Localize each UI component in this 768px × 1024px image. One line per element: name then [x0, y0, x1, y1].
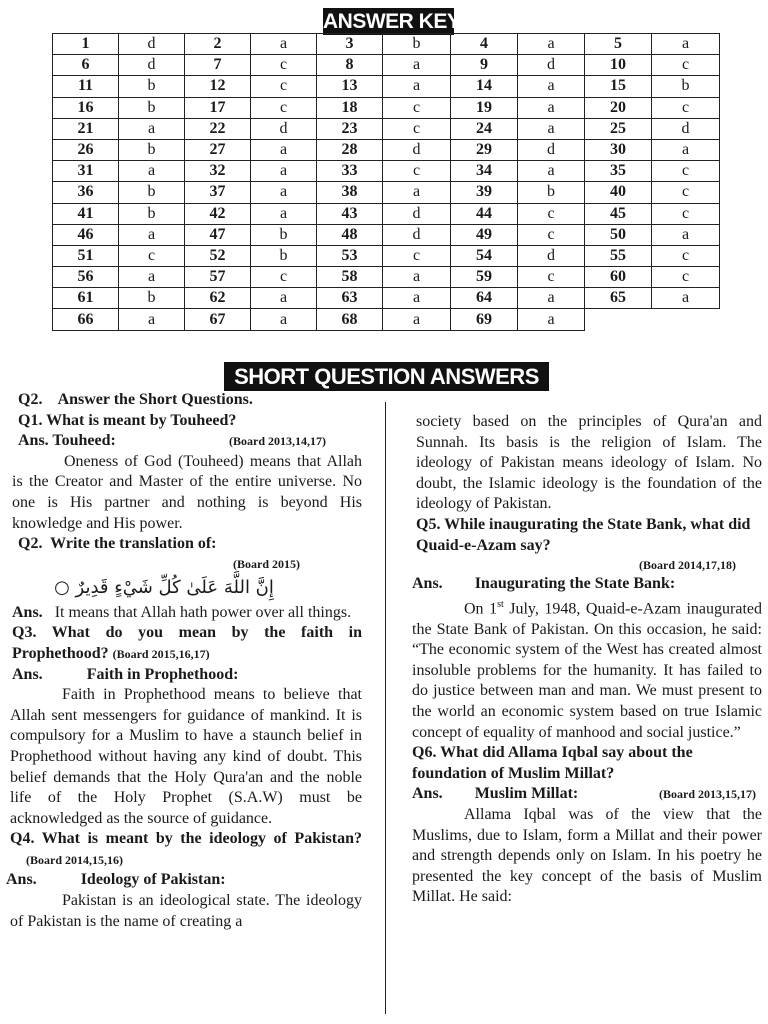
- answer-letter-cell: a: [119, 267, 185, 288]
- answer-letter-cell: c: [251, 76, 317, 97]
- question-number-cell: 5: [585, 34, 652, 55]
- question-number-cell: 41: [53, 203, 119, 224]
- answer-letter-cell: a: [383, 267, 451, 288]
- answer-key-row: [53, 97, 720, 118]
- answer-letter-cell: c: [383, 97, 451, 118]
- q6-answer-header: [412, 784, 762, 805]
- answer-letter-cell: c: [652, 267, 720, 288]
- question-number-cell: 58: [317, 267, 383, 288]
- q4-answer-part1: Pakistan is an ideological state. The ideology of Pakistan is the name of creating a: [10, 892, 362, 930]
- answer-letter-cell: c: [251, 55, 317, 76]
- answer-key-row: [53, 182, 720, 203]
- answer-letter-cell: c: [383, 118, 451, 139]
- left-column: [6, 390, 362, 932]
- question-number-cell: 65: [585, 288, 652, 309]
- q4-ans-heading: Ideology of Pakistan:: [80, 871, 226, 889]
- answer-letter-cell: d: [383, 203, 451, 224]
- answer-letter-cell: b: [652, 76, 720, 97]
- question-number-cell: 39: [451, 182, 518, 203]
- q5-answer: [412, 595, 762, 743]
- question-number-cell: 61: [53, 288, 119, 309]
- q5-question: Q5. While inaugurating the State Bank, what did Quaid-e-Azam say?: [416, 515, 751, 554]
- column-divider: [385, 402, 386, 1014]
- question-number-cell: 68: [317, 309, 383, 330]
- answer-letter-cell: d: [652, 118, 720, 139]
- answer-letter-cell: c: [652, 245, 720, 266]
- q4-answer-part2: society based on the principles of Qura'an and Sunnah. Its basis is the religion of Islam. The ideology of Pakistan means ideology of Islam. No doubt, the Islamic ideology is the foundation of the ideology of Pakistan.: [416, 413, 762, 513]
- empty-cell: [585, 309, 652, 330]
- short-answers-title: SHORT QUESTION ANSWERS: [224, 362, 549, 391]
- answer-letter-cell: b: [383, 34, 451, 55]
- q5-answer-sup: st: [497, 598, 504, 610]
- question-number-cell: 34: [451, 161, 518, 182]
- question-number-cell: 67: [185, 309, 251, 330]
- question-number-cell: 15: [585, 76, 652, 97]
- q5-answer-header: [412, 574, 762, 595]
- question-number-cell: 19: [451, 97, 518, 118]
- answer-letter-cell: a: [383, 182, 451, 203]
- question-number-cell: 9: [451, 55, 518, 76]
- question-number-cell: 14: [451, 76, 518, 97]
- question-number-cell: 23: [317, 118, 383, 139]
- q4-answer-header: [6, 870, 362, 891]
- answer-key-row: [53, 55, 720, 76]
- answer-letter-cell: a: [652, 288, 720, 309]
- question-number-cell: 69: [451, 309, 518, 330]
- question-number-cell: 10: [585, 55, 652, 76]
- answer-letter-cell: a: [518, 97, 585, 118]
- answer-letter-cell: b: [119, 76, 185, 97]
- answer-key-row: [53, 161, 720, 182]
- q3-question: Q3. What do you mean by the faith in Prophethood?: [12, 624, 362, 662]
- question-number-cell: 50: [585, 224, 652, 245]
- q3-ans-heading: Faith in Prophethood:: [86, 665, 239, 683]
- q6-board: (Board 2013,15,17): [659, 787, 756, 802]
- answer-letter-cell: a: [119, 118, 185, 139]
- answer-letter-cell: a: [119, 309, 185, 330]
- answer-key-title: ANSWER KEY: [323, 10, 461, 33]
- answer-letter-cell: a: [119, 224, 185, 245]
- question-number-cell: 6: [53, 55, 119, 76]
- answer-letter-cell: c: [251, 267, 317, 288]
- question-number-cell: 1: [53, 34, 119, 55]
- question-number-cell: 66: [53, 309, 119, 330]
- question-number-cell: 30: [585, 139, 652, 160]
- q6-ans-heading: Muslim Millat:: [474, 785, 579, 803]
- answer-letter-cell: a: [383, 288, 451, 309]
- q2-question: Q2. Write the translation of:: [18, 535, 217, 553]
- q2-answer: [6, 603, 362, 624]
- question-number-cell: 3: [317, 34, 383, 55]
- question-number-cell: 59: [451, 267, 518, 288]
- answer-letter-cell: d: [119, 34, 185, 55]
- question-number-cell: 47: [185, 224, 251, 245]
- q3-answer: Faith in Prophethood means to believe that Allah sent messengers for guidance of mankind. It is compulsory for a Muslim to have a staunch belief in Prophethood without having any kind of doubt. This belief demands that the Holy Qura'an and the noble life of the Holy Prophet (S.A.W) must be acknowledged as the source of guidance.: [10, 686, 362, 827]
- question-number-cell: 40: [585, 182, 652, 203]
- question-number-cell: 63: [317, 288, 383, 309]
- answer-key-row: [53, 76, 720, 97]
- q1-board: (Board 2013,14,17): [229, 434, 326, 449]
- question-number-cell: 7: [185, 55, 251, 76]
- question-number-cell: 13: [317, 76, 383, 97]
- answer-letter-cell: d: [518, 245, 585, 266]
- question-number-cell: 42: [185, 203, 251, 224]
- answer-letter-cell: a: [383, 76, 451, 97]
- answer-letter-cell: c: [518, 224, 585, 245]
- question-number-cell: 11: [53, 76, 119, 97]
- question-number-cell: 28: [317, 139, 383, 160]
- question-number-cell: 35: [585, 161, 652, 182]
- q1-ans-label: Ans. Touheed:: [18, 432, 116, 450]
- answer-letter-cell: a: [251, 182, 317, 203]
- q5-ans-heading: Inaugurating the State Bank:: [474, 575, 676, 593]
- question-number-cell: 51: [53, 245, 119, 266]
- answer-letter-cell: d: [383, 139, 451, 160]
- answer-letter-cell: c: [383, 161, 451, 182]
- answer-letter-cell: a: [251, 139, 317, 160]
- answer-letter-cell: d: [383, 224, 451, 245]
- question-number-cell: 25: [585, 118, 652, 139]
- answer-key-row: [53, 245, 720, 266]
- q2-arabic-verse: إِنَّ اللَّهَ عَلَىٰ كُلِّ شَيْءٍ قَدِيرٌ ○: [54, 576, 274, 598]
- answer-letter-cell: a: [518, 118, 585, 139]
- answer-key-row: [53, 34, 720, 55]
- q6-ans-label: Ans.: [412, 785, 443, 803]
- answer-letter-cell: b: [119, 203, 185, 224]
- question-number-cell: 12: [185, 76, 251, 97]
- answer-letter-cell: a: [383, 55, 451, 76]
- q3-question-line: [6, 623, 362, 664]
- answer-letter-cell: a: [518, 161, 585, 182]
- question-number-cell: 16: [53, 97, 119, 118]
- question-number-cell: 44: [451, 203, 518, 224]
- q4-question: Q4. What is meant by the ideology of Pakistan?: [10, 830, 362, 848]
- q5-board: (Board 2014,17,18): [639, 558, 736, 573]
- answer-key-row: [53, 288, 720, 309]
- right-column: [412, 412, 762, 908]
- question-number-cell: 64: [451, 288, 518, 309]
- answer-letter-cell: a: [518, 288, 585, 309]
- answer-letter-cell: a: [383, 309, 451, 330]
- q5-answer-start: On 1: [464, 600, 498, 618]
- answer-letter-cell: d: [518, 55, 585, 76]
- answer-letter-cell: a: [251, 34, 317, 55]
- answer-letter-cell: b: [119, 182, 185, 203]
- answer-letter-cell: b: [119, 139, 185, 160]
- answer-letter-cell: a: [652, 34, 720, 55]
- q3-answer-header: [6, 665, 362, 686]
- answer-key-row: [53, 309, 720, 330]
- answer-letter-cell: a: [518, 34, 585, 55]
- answer-letter-cell: c: [518, 203, 585, 224]
- q3-board: (Board 2015,16,17): [112, 646, 210, 661]
- question-number-cell: 17: [185, 97, 251, 118]
- question-number-cell: 22: [185, 118, 251, 139]
- answer-letter-cell: c: [119, 245, 185, 266]
- answer-letter-cell: b: [251, 224, 317, 245]
- q2-board: (Board 2015): [233, 556, 300, 571]
- answer-letter-cell: d: [119, 55, 185, 76]
- answer-key-table: [52, 33, 720, 331]
- question-number-cell: 32: [185, 161, 251, 182]
- answer-letter-cell: c: [518, 267, 585, 288]
- answer-letter-cell: c: [251, 97, 317, 118]
- q1-question: Q1. What is meant by Touheed?: [18, 411, 237, 429]
- question-number-cell: 27: [185, 139, 251, 160]
- answer-letter-cell: b: [518, 182, 585, 203]
- answer-letter-cell: c: [652, 203, 720, 224]
- answer-letter-cell: c: [652, 55, 720, 76]
- question-number-cell: 29: [451, 139, 518, 160]
- question-number-cell: 52: [185, 245, 251, 266]
- q2-ans-label: Ans.: [12, 603, 43, 621]
- answer-letter-cell: a: [251, 203, 317, 224]
- answer-letter-cell: a: [251, 288, 317, 309]
- answer-letter-cell: a: [518, 309, 585, 330]
- q2-answer-text: It means that Allah hath power over all things.: [54, 603, 352, 621]
- question-number-cell: 60: [585, 267, 652, 288]
- answer-letter-cell: a: [652, 224, 720, 245]
- answer-letter-cell: a: [119, 161, 185, 182]
- question-number-cell: 18: [317, 97, 383, 118]
- q4-question-line: [6, 829, 362, 870]
- answer-key-row: [53, 139, 720, 160]
- question-number-cell: 55: [585, 245, 652, 266]
- question-number-cell: 31: [53, 161, 119, 182]
- question-number-cell: 38: [317, 182, 383, 203]
- answer-letter-cell: a: [518, 76, 585, 97]
- q5-answer-rest: July, 1948, Quaid-e-Azam inaugurated the State Bank of Pakistan. On this occasion, he said: “The economic system of the West has created almost insoluble problems for the humanity. It has failed to do justice between man and man. We must present to the world an economic system based on true Islamic concept of equality of manhood and social justice.”: [412, 600, 763, 741]
- answer-letter-cell: a: [652, 139, 720, 160]
- question-number-cell: 54: [451, 245, 518, 266]
- question-number-cell: 62: [185, 288, 251, 309]
- q4-ans-label: Ans.: [6, 871, 37, 889]
- question-number-cell: 57: [185, 267, 251, 288]
- question-number-cell: 21: [53, 118, 119, 139]
- q1-answer: Oneness of God (Touheed) means that Allah is the Creator and Master of the entire universe. No one is His partner and nothing is beyond His knowledge and His power.: [12, 452, 362, 532]
- section-instruction: Q2. Answer the Short Questions.: [18, 391, 253, 408]
- q4-board: (Board 2014,15,16): [26, 852, 123, 867]
- q1-answer-header: [6, 431, 362, 452]
- question-number-cell: 20: [585, 97, 652, 118]
- answer-key-row: [53, 118, 720, 139]
- question-number-cell: 24: [451, 118, 518, 139]
- q6-question: Q6. What did Allama Iqbal say about the foundation of Muslim Millat?: [412, 744, 693, 782]
- answer-key-row: [53, 267, 720, 288]
- answer-key-row: [53, 224, 720, 245]
- q3-ans-label: Ans.: [12, 665, 43, 683]
- answer-letter-cell: a: [251, 161, 317, 182]
- question-number-cell: 36: [53, 182, 119, 203]
- question-number-cell: 48: [317, 224, 383, 245]
- answer-letter-cell: b: [251, 245, 317, 266]
- question-number-cell: 46: [53, 224, 119, 245]
- answer-letter-cell: b: [119, 97, 185, 118]
- question-number-cell: 33: [317, 161, 383, 182]
- answer-letter-cell: b: [119, 288, 185, 309]
- question-number-cell: 26: [53, 139, 119, 160]
- question-number-cell: 53: [317, 245, 383, 266]
- empty-cell: [652, 309, 720, 330]
- answer-letter-cell: d: [518, 139, 585, 160]
- answer-letter-cell: c: [652, 97, 720, 118]
- answer-letter-cell: a: [251, 309, 317, 330]
- question-number-cell: 8: [317, 55, 383, 76]
- q5-ans-label: Ans.: [412, 575, 443, 593]
- q6-answer: Allama Iqbal was of the view that the Muslims, due to Islam, form a Millat and their power and strength depends only on Islam. In his poetry he presented the key concept of the basis of Muslim Millat. He said:: [412, 806, 762, 906]
- question-number-cell: 56: [53, 267, 119, 288]
- question-number-cell: 45: [585, 203, 652, 224]
- question-number-cell: 49: [451, 224, 518, 245]
- answer-letter-cell: c: [652, 182, 720, 203]
- question-number-cell: 43: [317, 203, 383, 224]
- answer-letter-cell: d: [251, 118, 317, 139]
- answer-letter-cell: c: [383, 245, 451, 266]
- answer-key-row: [53, 203, 720, 224]
- answer-letter-cell: c: [652, 161, 720, 182]
- question-number-cell: 4: [451, 34, 518, 55]
- question-number-cell: 2: [185, 34, 251, 55]
- question-number-cell: 37: [185, 182, 251, 203]
